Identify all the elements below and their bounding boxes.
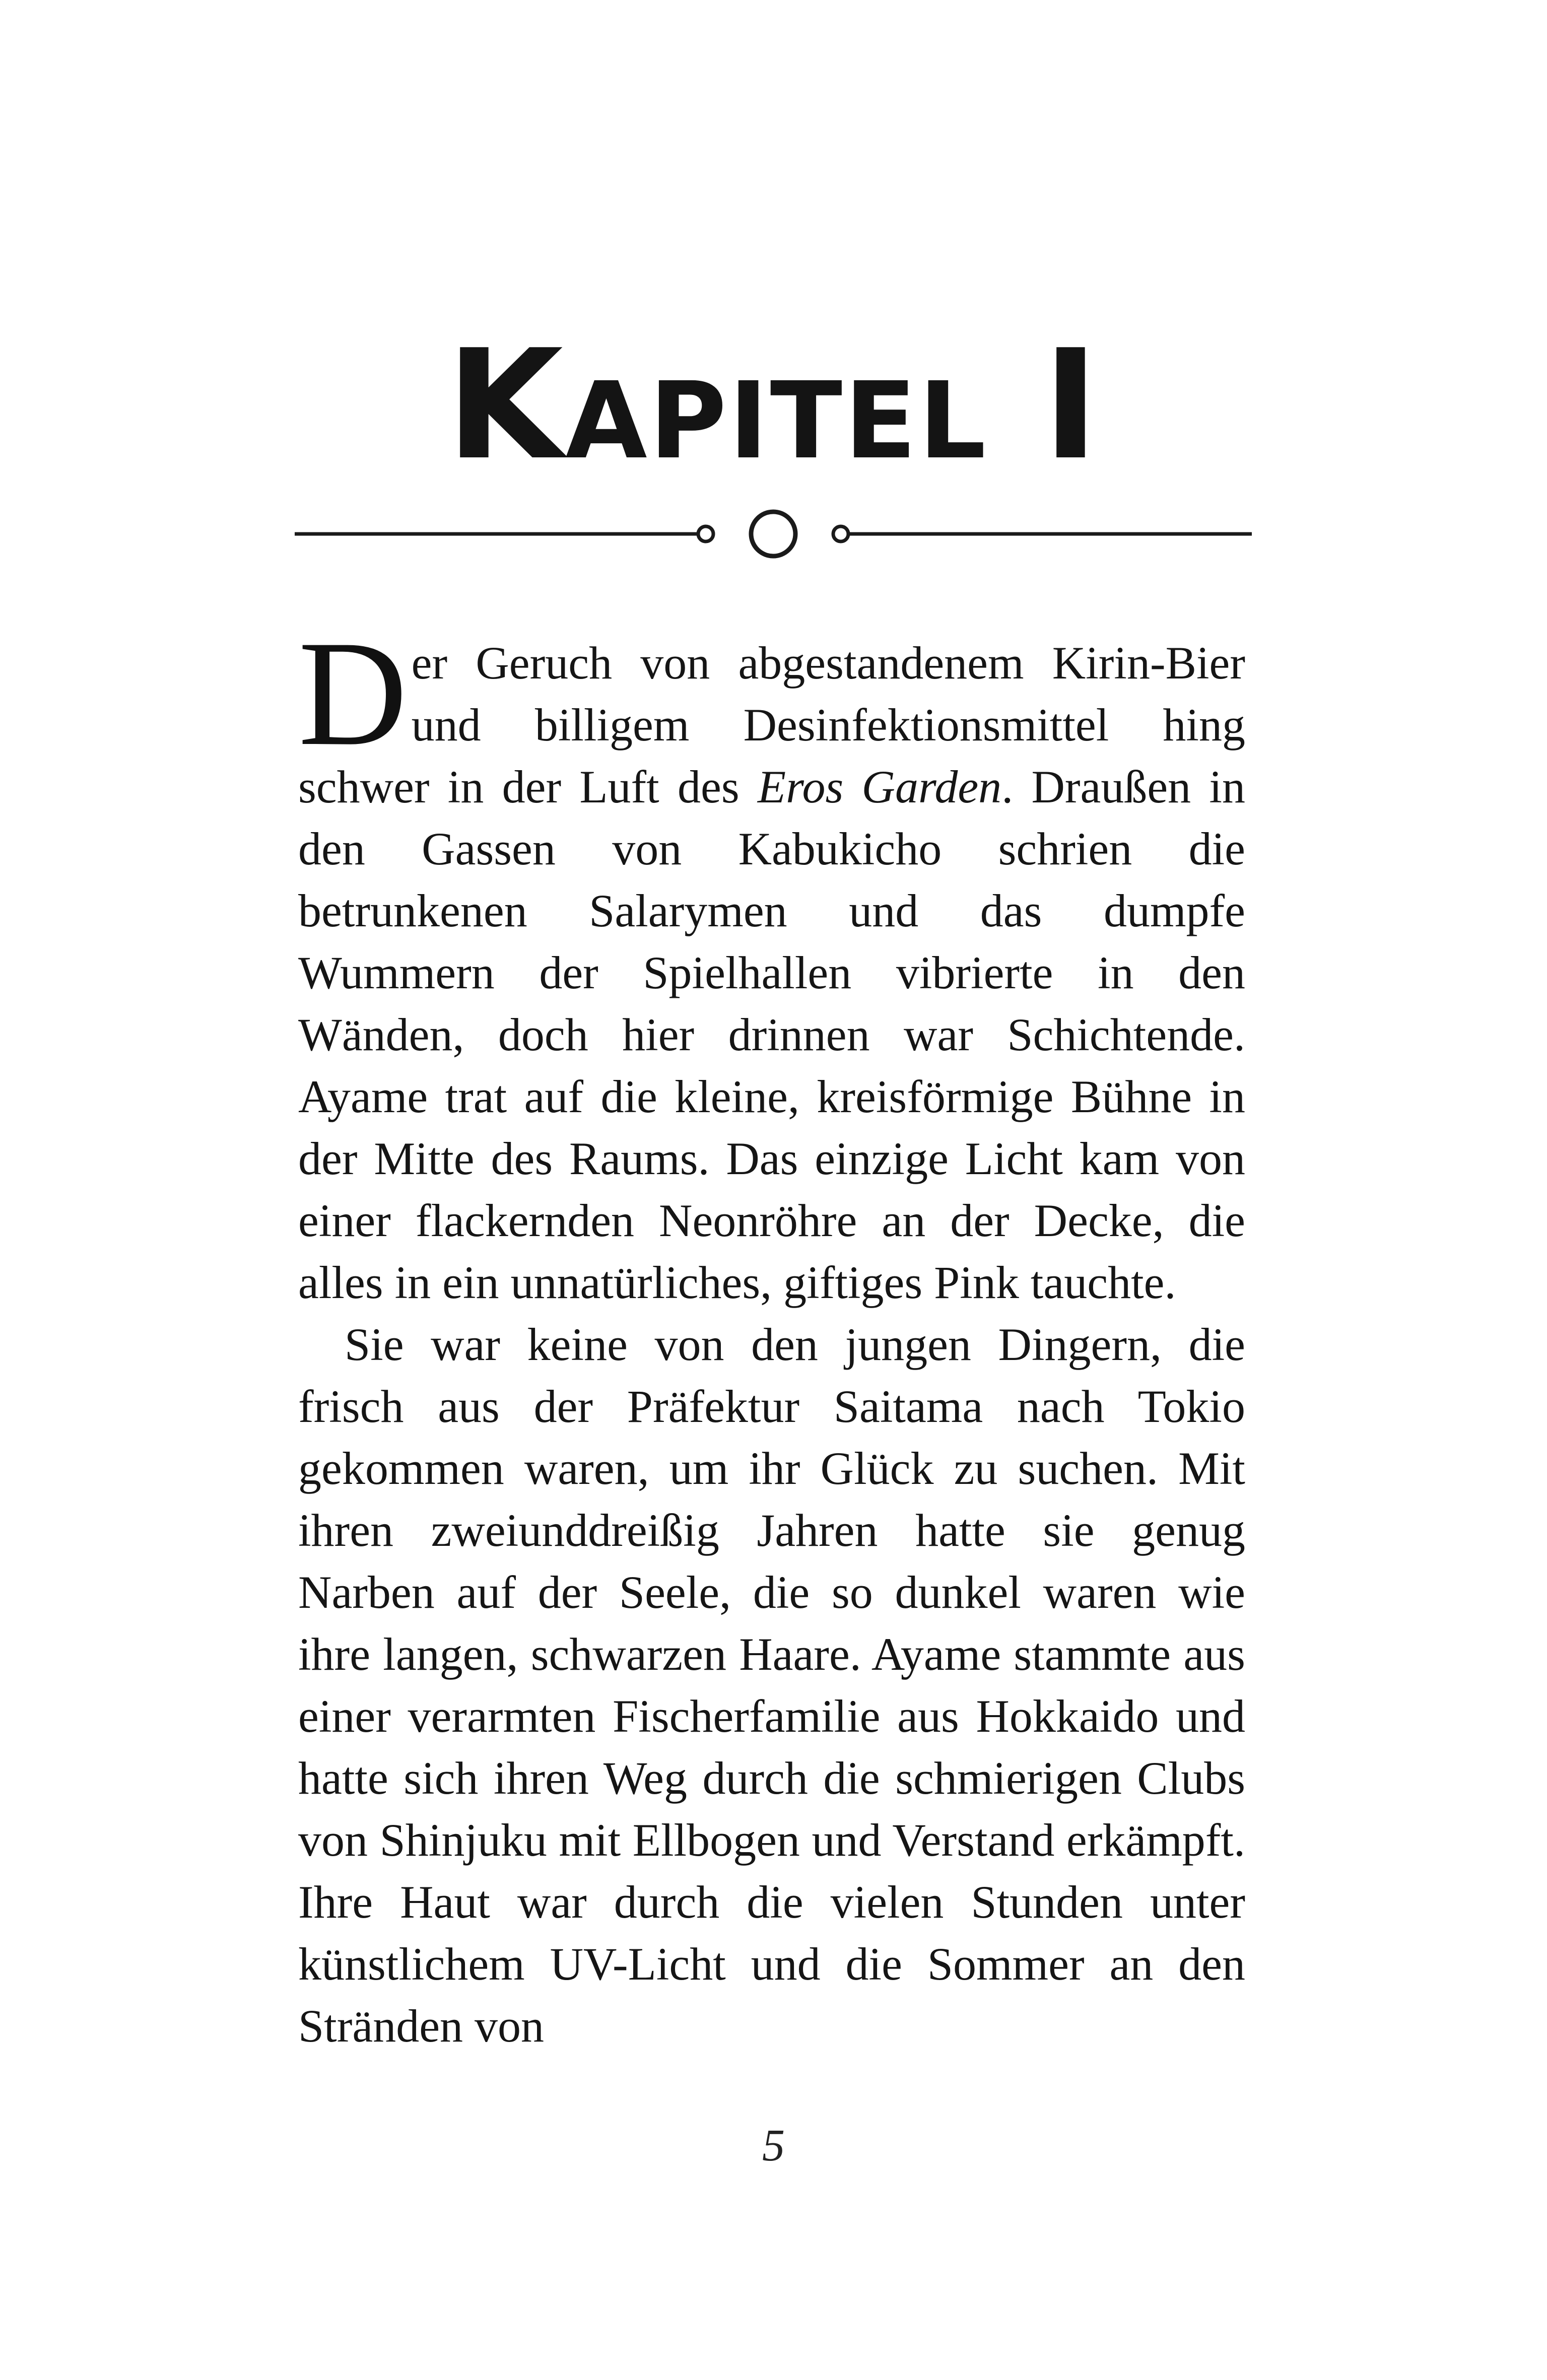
paragraph-1: [298, 609, 1245, 1314]
chapter-body: [298, 609, 1245, 2057]
chapter-title: [0, 317, 1547, 493]
chapter-title-text: Kapitel I: [446, 317, 1101, 493]
paragraph-2: Sie war keine von den jungen Dingern, die frisch aus der Präfektur Saitama nach Tokio gekommen waren, um ihr Glück zu suchen. Mit ihren zweiunddreißig Jahren hatte sie genug Narben auf der Seele, die so dunkel waren wie ihre langen, schwarzen Haare. Ayame stammte aus einer verarmten Fischerfamilie aus Hokkaido und hatte sich ihren Weg durch die schmierigen Clubs von Shinjuku mit Ellbogen und Verstand erkämpft. Ihre Haut war durch die vielen Stunden unter künstlichem UV-Licht und die Sommer an den Stränden von: [298, 1319, 1245, 2052]
paragraph-1-text-a: er Geruch von abgestandenem Kirin-Bier und billigem Desinfektionsmittel hing schwer in der Luft des: [298, 637, 1245, 812]
page-number: 5: [762, 2121, 785, 2170]
chapter-ornament-divider: [295, 504, 1252, 564]
drop-cap: D: [298, 609, 408, 777]
paragraph-1-text-b: . Draußen in den Gassen von Kabukicho schrien die betrunkenen Salarymen und das dumpfe Wummern der Spielhallen vibrierte in den Wänden, doch hier drinnen war Schichtende. Ayame trat auf die kleine, kreisförmige Bühne in der Mitte des Raums. Das einzige Licht kam von einer flackernden Neonröhre an der Decke, die alles in ein unnatürliches, giftiges Pink tauchte.: [298, 761, 1245, 1308]
ornament-center-circle: [751, 512, 795, 556]
ornament-right-small-circle: [833, 526, 848, 541]
ornament-left-small-circle: [698, 526, 713, 541]
venue-name-emphasis: Eros Garden: [757, 761, 1002, 812]
